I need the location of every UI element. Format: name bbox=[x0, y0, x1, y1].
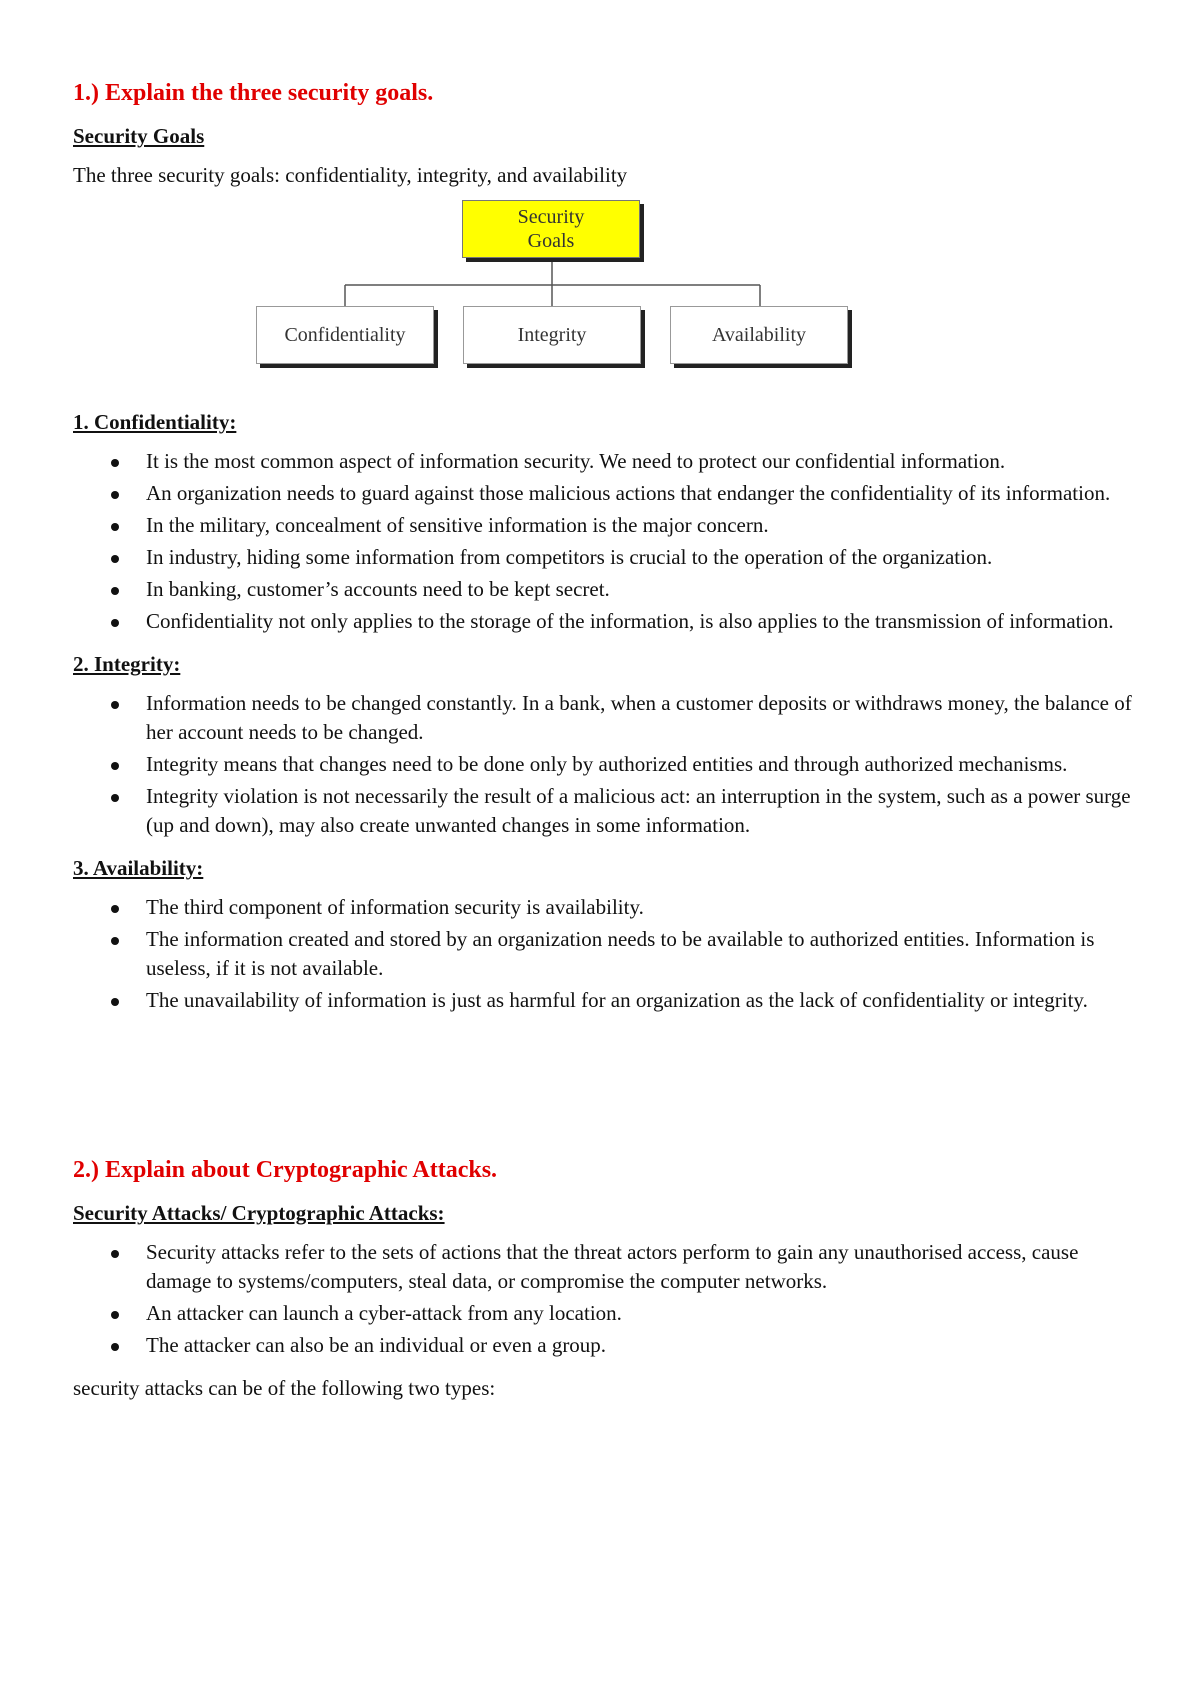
list-item-text: Integrity means that changes need to be done only by authorized entities and through authorized mechanisms. bbox=[146, 752, 1068, 776]
list-item-text: In the military, concealment of sensitive information is the major concern. bbox=[146, 513, 769, 537]
security-attacks-outro: security attacks can be of the following two types: bbox=[73, 1376, 496, 1400]
list-item bbox=[73, 607, 1143, 636]
list-item-text: It is the most common aspect of information security. We need to protect our confidential information. bbox=[146, 449, 1006, 473]
diagram-root-label: Security Goals bbox=[517, 206, 585, 252]
list-item-text: The third component of information security is availability. bbox=[146, 895, 644, 919]
list-item-text: An organization needs to guard against those malicious actions that endanger the confidentiality of its information. bbox=[146, 481, 1111, 505]
security-goals-diagram bbox=[73, 200, 1143, 390]
list-item bbox=[73, 1238, 1143, 1296]
bullet-icon bbox=[111, 905, 119, 913]
integrity-list bbox=[73, 689, 1143, 840]
list-item bbox=[73, 986, 1143, 1015]
list-item-text: An attacker can launch a cyber-attack from any location. bbox=[146, 1301, 622, 1325]
bullet-icon bbox=[111, 491, 119, 499]
bullet-icon bbox=[111, 998, 119, 1006]
list-item bbox=[73, 575, 1143, 604]
list-item bbox=[73, 893, 1143, 922]
list-item-text: In industry, hiding some information from competitors is crucial to the operation of the organization. bbox=[146, 545, 993, 569]
list-item-text: The attacker can also be an individual or even a group. bbox=[146, 1333, 607, 1357]
diagram-root-security-goals bbox=[462, 200, 640, 258]
diagram-box-integrity bbox=[463, 306, 641, 364]
list-item bbox=[73, 479, 1143, 508]
list-item-text: In banking, customer’s accounts need to be kept secret. bbox=[146, 577, 610, 601]
list-item-text: Security attacks refer to the sets of actions that the threat actors perform to gain any unauthorised access, cause damage to systems/computers, steal data, or compromise the computer networks. bbox=[146, 1240, 1079, 1293]
question-1-heading: 1.) Explain the three security goals. bbox=[73, 80, 434, 106]
list-item bbox=[73, 782, 1143, 840]
bullet-icon bbox=[111, 523, 119, 531]
integrity-title: 2. Integrity: bbox=[73, 652, 181, 676]
bullet-icon bbox=[111, 619, 119, 627]
bullet-icon bbox=[111, 1343, 119, 1351]
list-item-text: Integrity violation is not necessarily the result of a malicious act: an interruption in the system, such as a power surge (up and down), may also create unwanted changes in some information. bbox=[146, 784, 1131, 837]
bullet-icon bbox=[111, 555, 119, 563]
list-item bbox=[73, 689, 1143, 747]
list-item bbox=[73, 447, 1143, 476]
diagram-integrity-label: Integrity bbox=[517, 324, 587, 346]
list-item-text: The information created and stored by an organization needs to be available to authorized entities. Information is useless, if it is not available. bbox=[146, 927, 1095, 980]
bullet-icon bbox=[111, 459, 119, 467]
diagram-box-confidentiality bbox=[256, 306, 434, 364]
availability-list bbox=[73, 893, 1143, 1015]
list-item bbox=[73, 925, 1143, 983]
bullet-icon bbox=[111, 794, 119, 802]
list-item-text: Confidentiality not only applies to the storage of the information, is also applies to the transmission of information. bbox=[146, 609, 1114, 633]
list-item bbox=[73, 750, 1143, 779]
section-spacer bbox=[73, 1029, 1143, 1147]
list-item bbox=[73, 543, 1143, 572]
list-item bbox=[73, 1331, 1143, 1360]
question-2-heading: 2.) Explain about Cryptographic Attacks. bbox=[73, 1157, 498, 1183]
bullet-icon bbox=[111, 937, 119, 945]
security-attacks-subheading: Security Attacks/ Cryptographic Attacks: bbox=[73, 1201, 445, 1225]
confidentiality-title: 1. Confidentiality: bbox=[73, 410, 237, 434]
bullet-icon bbox=[111, 587, 119, 595]
security-goals-intro: The three security goals: confidentiality, integrity, and availability bbox=[73, 163, 628, 187]
confidentiality-list bbox=[73, 447, 1143, 636]
bullet-icon bbox=[111, 701, 119, 709]
list-item-text: The unavailability of information is just as harmful for an organization as the lack of confidentiality or integrity. bbox=[146, 988, 1088, 1012]
list-item bbox=[73, 511, 1143, 540]
bullet-icon bbox=[111, 1311, 119, 1319]
availability-title: 3. Availability: bbox=[73, 856, 204, 880]
bullet-icon bbox=[111, 762, 119, 770]
bullet-icon bbox=[111, 1250, 119, 1258]
list-item bbox=[73, 1299, 1143, 1328]
document-page bbox=[73, 70, 1143, 1413]
diagram-box-availability bbox=[670, 306, 848, 364]
security-attacks-list bbox=[73, 1238, 1143, 1360]
diagram-confidentiality-label: Confidentiality bbox=[284, 324, 406, 346]
list-item-text: Information needs to be changed constantly. In a bank, when a customer deposits or withdraws money, the balance of her account needs to be changed. bbox=[146, 691, 1132, 744]
diagram-availability-label: Availability bbox=[711, 324, 807, 346]
security-goals-subheading: Security Goals bbox=[73, 124, 205, 148]
